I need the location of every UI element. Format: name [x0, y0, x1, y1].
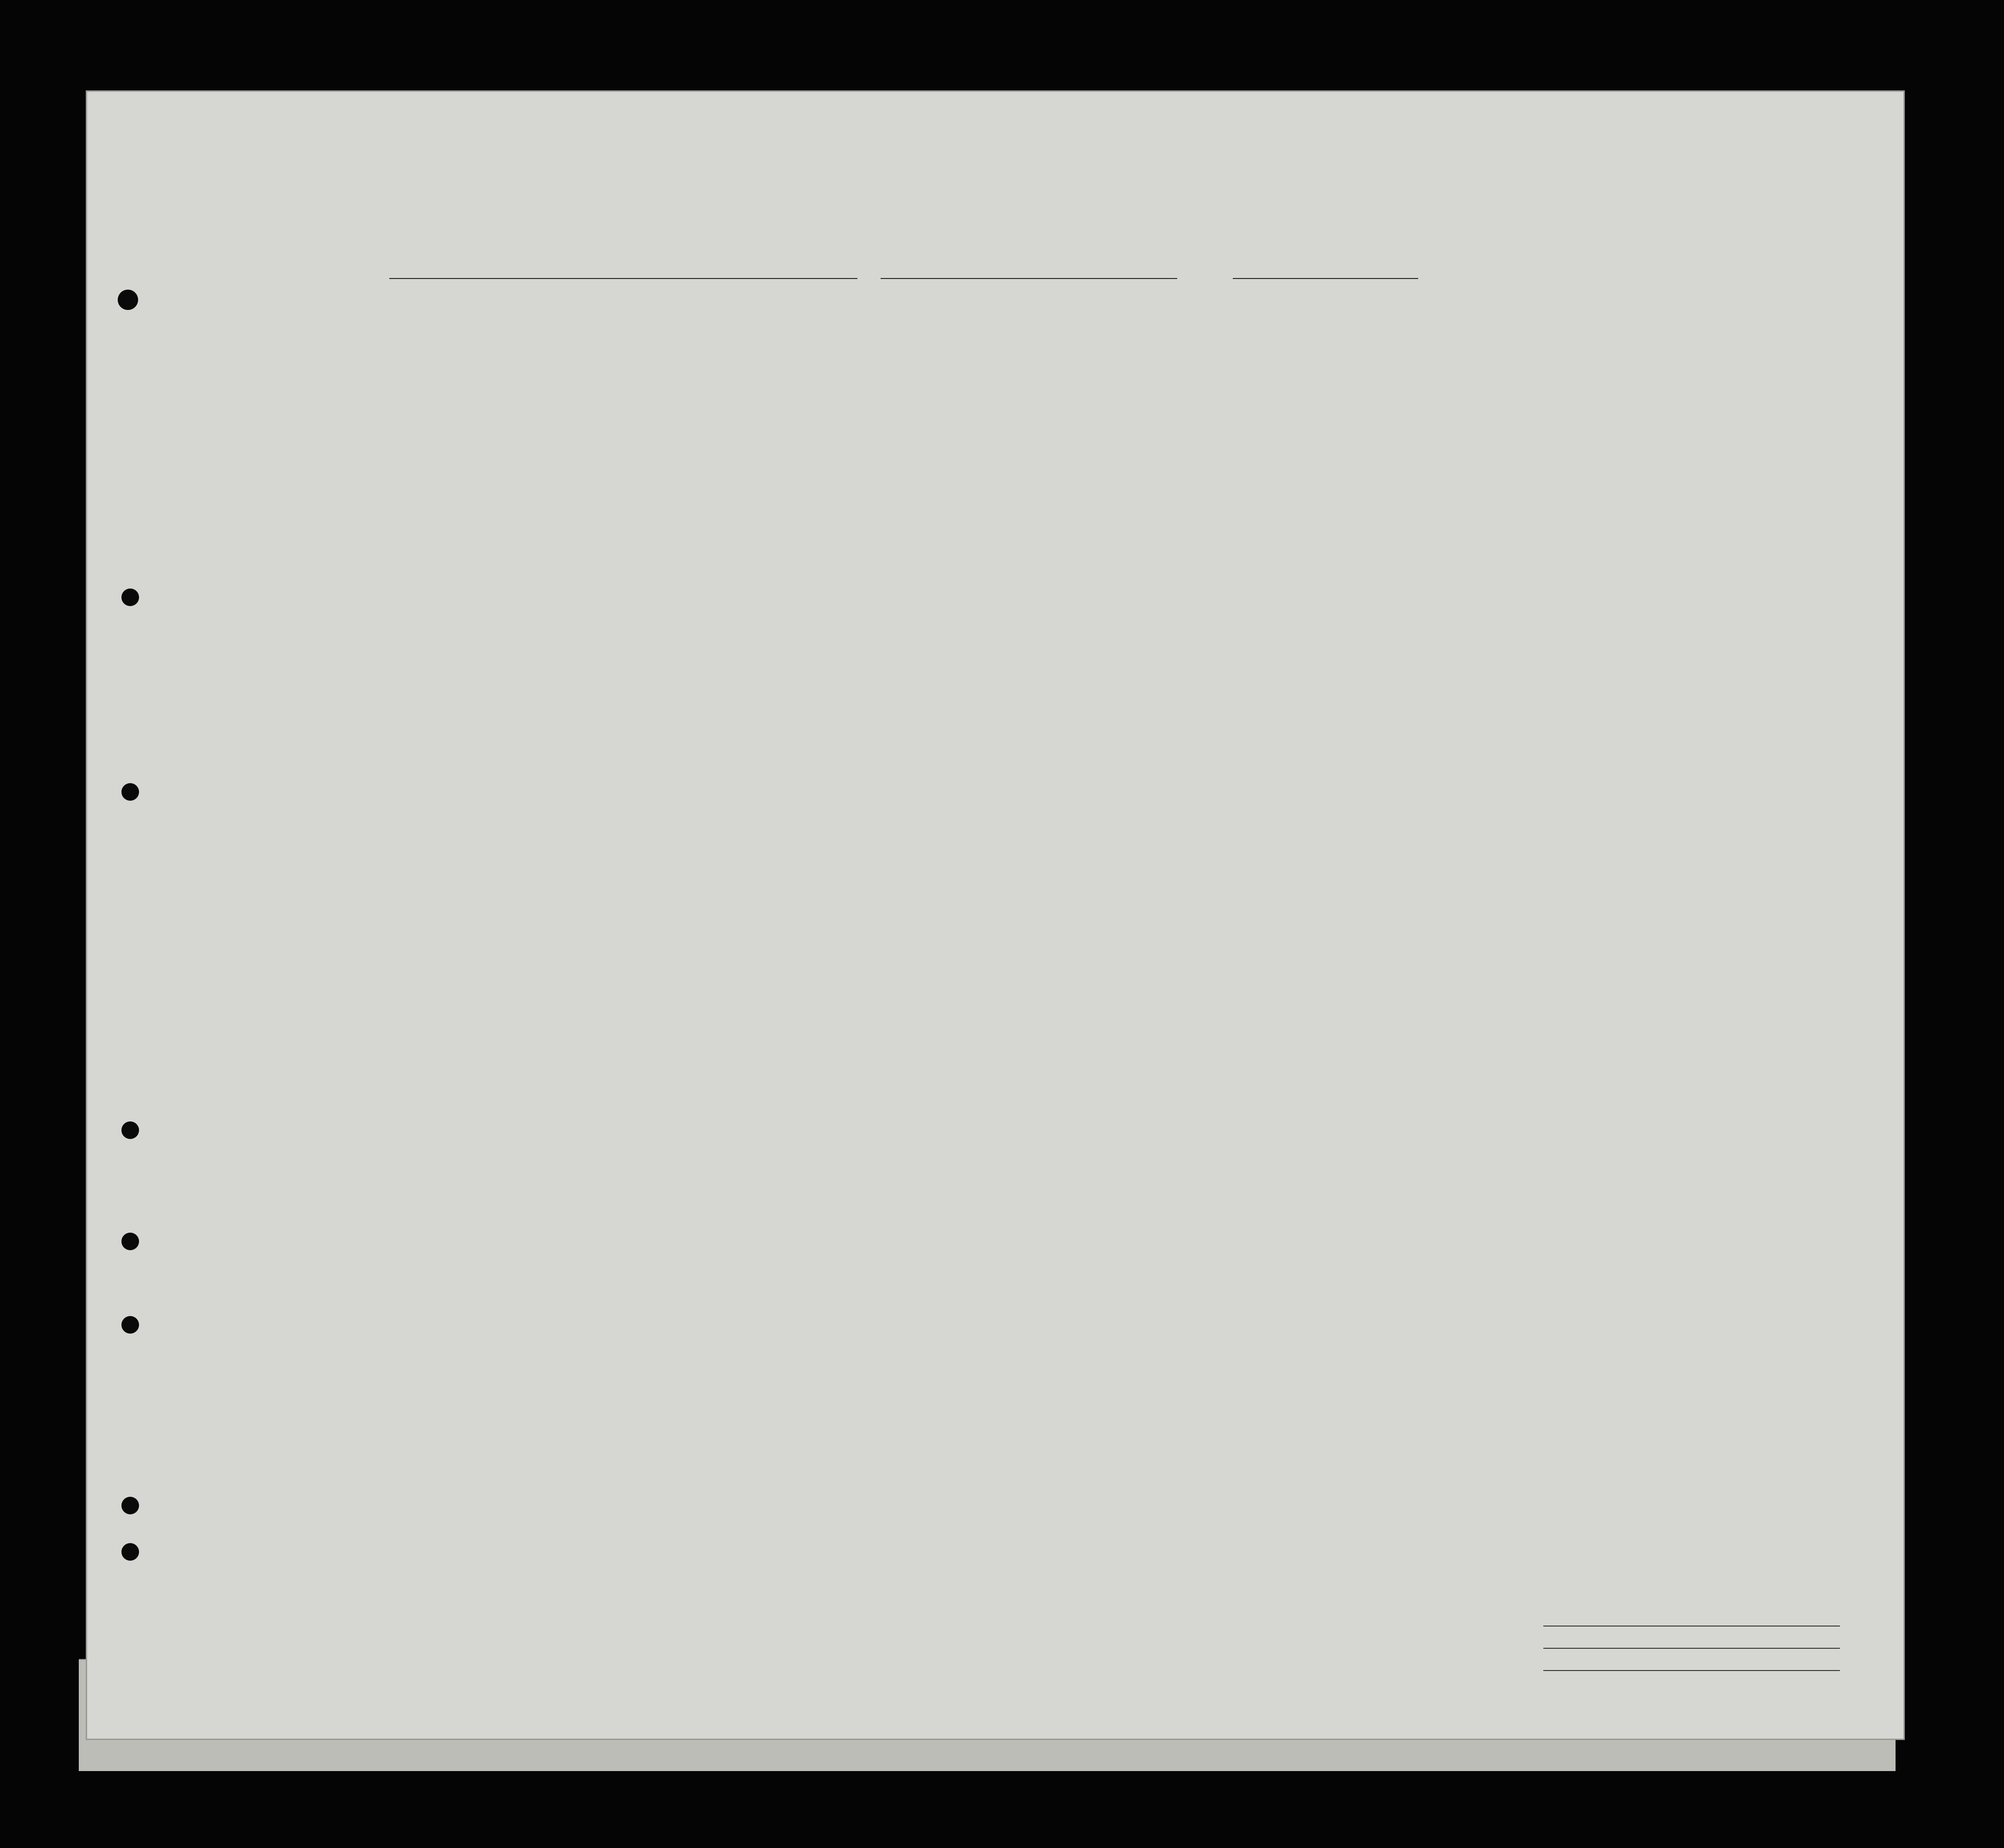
agents-rule	[1543, 1670, 1840, 1671]
owners-rule	[1543, 1648, 1840, 1649]
